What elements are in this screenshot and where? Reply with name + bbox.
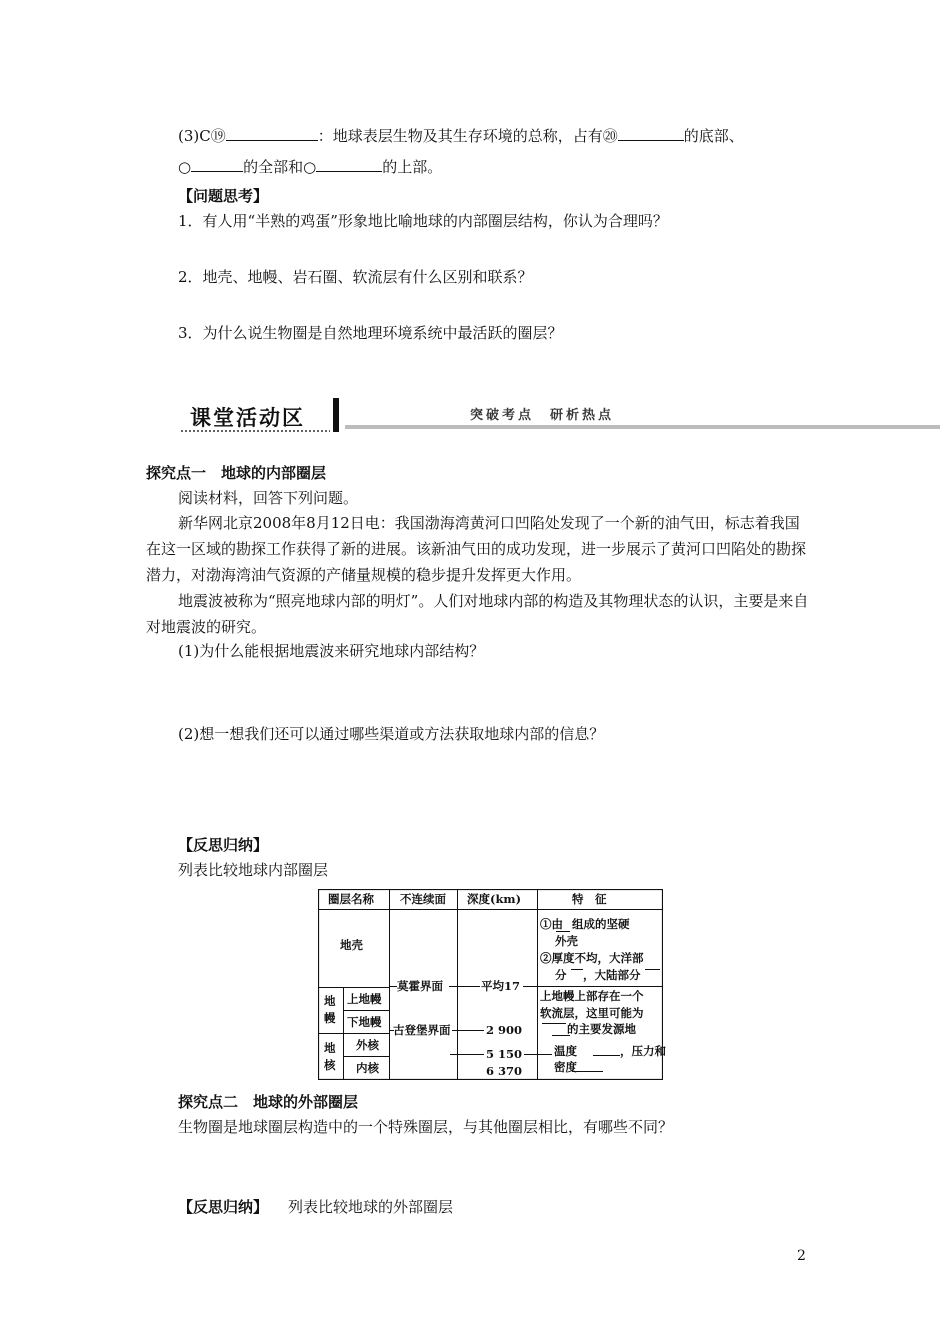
cell-depth-average: 平均17 [481,979,521,993]
cell-upper-mantle: 上地幔 [347,992,382,1006]
table-header-depth: 深度(km) [467,892,522,906]
cell-core: 地核 [324,1041,336,1072]
cell-gutenberg: 古登堡界面 [393,1023,451,1037]
line2-b: 的全部和○ [243,158,317,176]
section1-question-1: (1)为什么能根据地震波来研究地球内部结构？ [178,642,485,660]
circle-mark-a: ○ [178,158,192,176]
table-caption: 列表比较地球内部圈层 [178,861,329,879]
core-feature-1b: ，压力和 [620,1044,666,1058]
section1-para-1: 新华网北京2008年8月12日电：我国渤海湾黄河口凹陷处发现了一个新的油气田，标志着我国在这一区域的勘探工作获得了新的进展。该新油气田的成功发现，进一步展示了黄河口凹陷处的勘探潜力，对渤海湾油气资源的产储量规模的稳步提升发挥更大作用。 [146,514,807,584]
section1-heading: 探究点一 地球的内部圈层 [146,464,327,482]
mantle-feature-3: 的主要发源地 [567,1022,636,1036]
cell-depth-6370: 6 370 [486,1064,523,1078]
fill-line-1 [178,125,744,146]
mantle-feature-2: 软流层，这里可能为 [540,1006,644,1020]
section2-reflect-line [178,1196,453,1217]
banner-line [345,425,940,429]
banner-bar [333,398,339,432]
section1-para-2: 地震波被称为“照亮地球内部的明灯”。人们对地球内部的构造及其物理状态的认识，主要是来自对地震波的研究。 [146,592,809,636]
blank-20[interactable] [618,126,684,141]
section2-question: 生物圈是地球圈层构造中的一个特殊圈层，与其他圈层相比，有哪些不同？ [178,1118,674,1136]
cell-inner-core: 内核 [356,1061,379,1075]
page-number: 2 [797,1248,806,1264]
section1-question-2: (2)想一想我们还可以通过哪些渠道或方法获取地球内部的信息？ [178,725,605,743]
crust-feature-1a: ①由 [540,917,563,931]
blank-21[interactable] [191,157,243,172]
think-question-2: 2．地壳、地幔、岩石圈、软流层有什么区别和联系？ [178,268,533,286]
crust-feature-2c: ，大陆部分 [583,968,641,982]
cell-outer-core: 外核 [356,1038,379,1052]
core-feature-2: 密度 [554,1060,577,1074]
interior-layers-table [318,889,666,1080]
line1-end: 的底部、 [683,127,744,145]
section1-intro: 阅读材料，回答下列问题。 [178,489,359,507]
line1-mid: ：地球表层生物及其生存环境的总称，占有⑳ [317,127,618,145]
mantle-feature-1: 上地幔上部存在一个 [540,989,644,1003]
banner-subtitle: 突破考点 研析热点 [470,408,615,423]
table-header-name: 圈层名称 [328,892,374,906]
section1-reflect: 【反思归纳】 [178,836,269,854]
table-header-feature: 特 征 [572,892,607,906]
table-header-discontinuity: 不连续面 [400,892,446,906]
cell-depth-5150: 5 150 [486,1047,523,1061]
crust-feature-2b: 分 [555,968,567,982]
blank-22[interactable] [316,157,382,172]
cell-moho: 莫霍界面 [397,979,443,993]
cell-depth-2900: 2 900 [486,1023,523,1037]
cell-lower-mantle: 下地幔 [347,1015,382,1029]
banner-title: 课堂活动区 [190,406,305,430]
section2-reflect-text: 列表比较地球的外部圈层 [288,1198,454,1216]
cell-crust: 地壳 [340,938,363,952]
line1-prefix: (3)C⑲ [178,127,226,145]
section2-heading: 探究点二 地球的外部圈层 [178,1093,359,1111]
think-question-1: 1．有人用“半熟的鸡蛋”形象地比喻地球的内部圈层结构，你认为合理吗？ [178,212,668,230]
crust-feature-1c: 外壳 [555,934,578,948]
think-question-3: 3．为什么说生物圈是自然地理环境系统中最活跃的圈层？ [178,324,563,342]
crust-feature-2a: ②厚度不均，大洋部 [540,951,644,965]
line2-c: 的上部。 [382,158,443,176]
fill-line-2 [178,156,442,177]
crust-feature-1b: 组成的坚硬 [572,917,630,931]
core-feature-1a: 温度 [554,1044,577,1058]
think-heading: 【问题思考】 [178,187,269,205]
section2-reflect: 【反思归纳】 [178,1198,269,1216]
blank-19[interactable] [226,126,318,141]
banner-dots [180,430,330,432]
cell-mantle: 地幔 [324,994,336,1025]
